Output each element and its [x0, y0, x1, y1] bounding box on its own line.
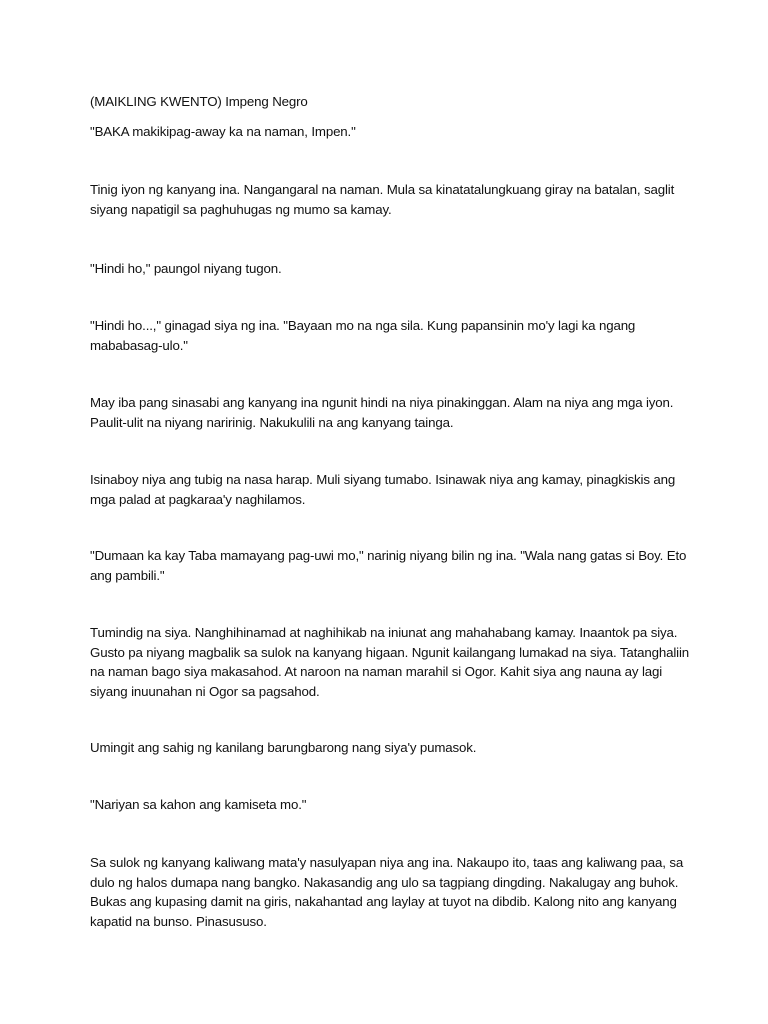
paragraph-1: "BAKA makikipag-away ka na naman, Impen." [90, 124, 356, 139]
paragraph-10: "Nariyan sa kahon ang kamiseta mo." [90, 797, 307, 812]
paragraph-5: May iba pang sinasabi ang kanyang ina ngunit hindi na niya pinakinggan. Alam na niya ang mga iyon. Paulit-ulit na niyang naririnig. Nakukulili na ang kanyang tainga. [90, 395, 674, 430]
paragraph-2: Tinig iyon ng kanyang ina. Nangangaral na naman. Mula sa kinatatalungkuang giray na batalan, saglit siyang napatigil sa paghuhugas ng mumo sa kamay. [90, 182, 675, 217]
paragraph-4: "Hindi ho...," ginagad siya ng ina. "Bayaan mo na nga sila. Kung papansinin mo'y lagi ka ngang mababasag-ulo." [90, 318, 636, 353]
paragraph-11: Sa sulok ng kanyang kaliwang mata'y nasulyapan niya ang ina. Nakaupo ito, taas ang kaliwang paa, sa dulo ng halos dumapa nang bangko. Nakasandig ang ulo sa tagpiang dingding. Nakalugay ang buhok. Bukas ang kupasing damit na giris, nakahantad ang laylay at tuyot na dibdib. Kalong nito ang kanyang kapatid na bunso. Pinasususo. [90, 855, 684, 929]
paragraph-3: "Hindi ho," paungol niyang tugon. [90, 261, 282, 276]
paragraph-8: Tumindig na siya. Nanghihinamad at naghihikab na iniunat ang mahahabang kamay. Inaantok pa siya. Gusto pa niyang magbalik sa sulok na kanyang higaan. Ngunit kailangang lumakad na siya. Tatanghaliin na naman bago siya makasahod. At naroon na naman marahil si Ogor. Kahit siya ang nauna ay lagi siyang inuunahan ni Ogor sa pagsahod. [90, 625, 690, 699]
paragraph-7: "Dumaan ka kay Taba mamayang pag-uwi mo," narinig niyang bilin ng ina. "Wala nang gatas si Boy. Eto ang pambili." [90, 548, 687, 583]
paragraph-6: Isinaboy niya ang tubig na nasa harap. Muli siyang tumabo. Isinawak niya ang kamay, pinagkiskis ang mga palad at pagkaraa'y naghilamos. [90, 472, 676, 507]
story-title: (MAIKLING KWENTO) Impeng Negro [90, 94, 308, 109]
paragraph-9: Umingit ang sahig ng kanilang barungbarong nang siya'y pumasok. [90, 740, 477, 755]
